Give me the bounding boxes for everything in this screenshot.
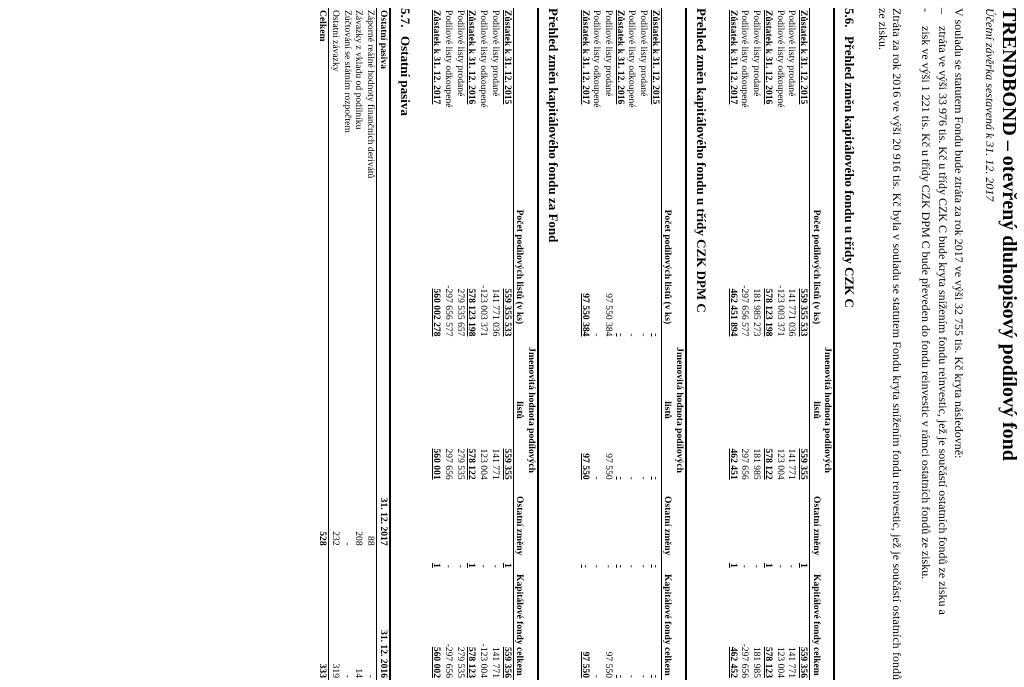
cell-value: 560 002 (431, 646, 443, 678)
row-label: Zůstatek k 31. 12. 2017 (579, 10, 591, 105)
cell-value: 208 (353, 531, 365, 546)
column-header: 31. 12. 2016 (377, 548, 390, 680)
table-row (626, 8, 638, 680)
cell-value: - (579, 564, 591, 568)
cell-value: -123 003 371 (774, 285, 786, 337)
cell-value: 141 771 036 (489, 288, 501, 337)
cell-value: 462 451 (727, 448, 739, 480)
row-label: Zůstatek k 31. 12. 2015 (649, 10, 661, 105)
cell-value: -297 656 (739, 643, 751, 678)
cell-value: 578 123 198 (762, 288, 774, 337)
row-label: Zůstatek k 31. 12. 2015 (501, 10, 513, 105)
document-title: TRENDBOND – otevřený dluhopisový podílový fond (998, 8, 1020, 461)
intro-bullet (935, 8, 950, 680)
cell-value: 559 355 (501, 448, 513, 480)
table-row (786, 8, 798, 680)
cell-value: 141 771 (786, 646, 798, 678)
cell-value: - (774, 564, 786, 568)
row-label: Podílové listy prodané (602, 10, 614, 97)
cell-value: 279 535 (454, 448, 466, 480)
column-header: Počet podílových listů (v ks) (661, 195, 686, 338)
column-header: Kapitálové fondy celkem (809, 570, 834, 680)
cell-value: 97 550 (579, 453, 591, 480)
row-label: Zůstatek k 31. 12. 2016 (762, 10, 774, 105)
table-row (501, 8, 513, 680)
table-row (739, 8, 751, 680)
cell-value: - (614, 674, 626, 678)
cell-value: 559 356 (797, 646, 809, 678)
cell-value: 97 550 384 (579, 293, 591, 337)
cell-value: - (626, 476, 638, 480)
document-subtitle: Účetní závěrka sestavená k 31. 12. 2017 (983, 8, 997, 202)
bullet-dash: - (919, 8, 934, 12)
cell-value: 141 771 036 (786, 288, 798, 337)
cell-value: - (649, 674, 661, 678)
row-label: Celkem (317, 8, 329, 415)
column-header: Jmenovitá hodnota podílových listů (513, 338, 538, 481)
sub-heading-fond: Přehled změn kapitálového fondu za Fond (545, 8, 561, 243)
row-label: Podílové listy prodané (751, 10, 763, 97)
row-label: Podílové listy odkoupené (774, 10, 786, 108)
cell-value: 578 122 (762, 448, 774, 480)
table-row (774, 8, 786, 680)
cell-value: 181 985 273 (751, 288, 763, 337)
intro-bullet (919, 8, 934, 680)
column-header (513, 8, 538, 195)
table-fond (431, 8, 539, 680)
cell-value: 528 (317, 415, 329, 547)
cell-value: - (786, 564, 798, 568)
table-row (637, 8, 649, 680)
row-label: Podílové listy odkoupené (591, 10, 603, 108)
cell-value: 181 985 (751, 646, 763, 678)
section-number: 5.6. (842, 8, 858, 28)
column-header (661, 8, 686, 195)
cell-value: 578 123 (762, 646, 774, 678)
cell-value: - (638, 564, 650, 568)
cell-value: - (614, 564, 626, 568)
table-row (466, 8, 478, 680)
row-label: Ostatní závazky (330, 10, 342, 72)
cell-value: 279 535 (454, 646, 466, 678)
cell-value: - (591, 333, 603, 337)
cell-value: - (751, 564, 763, 568)
table-row (442, 8, 454, 680)
cell-value: - (478, 564, 490, 568)
cell-value: 297 656 (739, 448, 751, 480)
table-row (649, 8, 661, 680)
cell-value: 123 004 (478, 448, 490, 480)
cell-value: 232 (330, 531, 342, 546)
cell-value: 97 550 (579, 651, 591, 678)
section-number: 5.7. (397, 8, 413, 28)
row-label: Podílové listy odkoupené (478, 10, 490, 108)
cell-value: -297 656 577 (443, 285, 455, 337)
cell-value: - (626, 674, 638, 678)
table-row (478, 8, 490, 680)
cell-value: 462 451 894 (727, 288, 739, 337)
cell-value: - (489, 564, 501, 568)
cell-value: - (614, 333, 626, 337)
cell-value: 559 355 533 (797, 288, 809, 337)
section-title: Přehled změn kapitálového fondu u třídy CZK C (842, 36, 858, 308)
table-row (614, 8, 626, 680)
row-label: Zůstatek k 31. 12. 2016 (466, 10, 478, 105)
cell-value: 559 355 533 (501, 288, 513, 337)
cell-value: 559 356 (501, 646, 513, 678)
cell-value: 141 771 (489, 448, 501, 480)
table-row (727, 8, 739, 680)
cell-value: -123 004 (478, 643, 490, 678)
section-heading-5-7 (397, 8, 413, 680)
cell-value: 123 004 (774, 448, 786, 480)
row-label: Podílové listy prodané (489, 10, 501, 97)
cell-value: - (341, 542, 353, 546)
column-header (809, 8, 834, 195)
table-row (329, 8, 341, 680)
cell-value: 141 771 (786, 448, 798, 480)
cell-value: 88 (365, 536, 377, 546)
cell-value: 1 (501, 563, 513, 568)
cell-value: 279 535 657 (454, 288, 466, 337)
cell-value: 14 (353, 668, 365, 678)
row-label: Zůstatek k 31. 12. 2015 (797, 10, 809, 105)
column-header: Kapitálové fondy celkem (513, 570, 538, 680)
cell-value: - (649, 476, 661, 480)
row-label: Podílové listy odkoupené (626, 10, 638, 108)
table-czk-c (727, 8, 835, 680)
cell-value: - (454, 564, 466, 568)
column-header: 31. 12. 2017 (377, 415, 390, 547)
cell-value: 181 985 (751, 448, 763, 480)
cell-value: - (638, 476, 650, 480)
cell-value: 578 122 (466, 448, 478, 480)
cell-value: 578 123 (466, 646, 478, 678)
cell-value: 1 (466, 563, 478, 568)
cell-value: - (649, 333, 661, 337)
cell-value: - (365, 674, 377, 678)
cell-value: 333 (317, 548, 329, 680)
cell-value: - (591, 564, 603, 568)
cell-value: 97 550 (602, 651, 614, 678)
cell-value: - (649, 564, 661, 568)
column-header: Ostatní pasiva (377, 8, 390, 415)
cell-value: - (591, 476, 603, 480)
bullet-text: ztráta ve výši 33 976 tis. Kč u třídy CZK C bude kryta snížením fondu reinvestic, jež je součástí ostatních fondů ze zisku a (935, 26, 950, 615)
column-header: Počet podílových listů (v ks) (513, 195, 538, 338)
column-header: Jmenovitá hodnota podílových listů (809, 338, 834, 481)
column-header: Počet podílových listů (v ks) (809, 195, 834, 338)
cell-value: 560 002 278 (431, 288, 443, 337)
bullet-dash: – (935, 8, 950, 14)
table-row (750, 8, 762, 680)
total-row (317, 8, 329, 680)
row-label: Zúčtování se státním rozpočtem (341, 10, 353, 133)
table-row (602, 8, 614, 680)
cell-value: 97 550 384 (602, 293, 614, 337)
row-label: Záporné reálné hodnoty finančních derivátů (365, 10, 377, 179)
sub-heading-dpm: Přehled změn kapitálového fondu u třídy CZK DPM C (694, 8, 710, 313)
column-header: Ostatní změny (809, 482, 834, 570)
cell-value: 1 (431, 563, 443, 568)
row-label: Závazky z vkladu od podílníku (353, 10, 365, 130)
cell-value: - (591, 674, 603, 678)
table-row (489, 8, 501, 680)
header-row (809, 8, 834, 680)
table-czk-dpm-c (579, 8, 687, 680)
table-row (454, 8, 466, 680)
cell-value: - (602, 564, 614, 568)
cell-value: 560 001 (431, 448, 443, 480)
cell-value: - (739, 564, 751, 568)
row-label: Podílové listy odkoupené (443, 10, 455, 108)
intro-paragraph-2: Ztráta za rok 2016 ve výši 20 916 tis. Kč byla v souladu se statutem Fondu kryta snížením fondu reinvestic, jež je součástí ostatních fondů ze zisku. (875, 8, 905, 680)
header-row (513, 8, 538, 680)
cell-value: 123 004 (774, 646, 786, 678)
table-ostatni-pasiva (317, 8, 391, 680)
column-header: Kapitálové fondy celkem (661, 570, 686, 680)
cell-value: -123 003 371 (478, 285, 490, 337)
table-row (579, 8, 591, 680)
cell-value: 1 (727, 563, 739, 568)
cell-value: -297 656 (443, 643, 455, 678)
cell-value: - (614, 476, 626, 480)
cell-value: 559 355 (797, 448, 809, 480)
header-row (661, 8, 686, 680)
table-row (341, 8, 353, 680)
table-row (353, 8, 365, 680)
cell-value: - (341, 674, 353, 678)
column-header: Ostatní změny (513, 482, 538, 570)
table-row (797, 8, 809, 680)
column-header: Jmenovitá hodnota podílových listů (661, 338, 686, 481)
row-label: Zůstatek k 31. 12. 2017 (727, 10, 739, 105)
cell-value: 1 (797, 563, 809, 568)
cell-value: - (638, 674, 650, 678)
cell-value: 141 771 (489, 646, 501, 678)
row-label: Podílové listy prodané (786, 10, 798, 97)
row-label: Zůstatek k 31. 12. 2016 (614, 10, 626, 105)
cell-value: - (626, 564, 638, 568)
cell-value: - (443, 564, 455, 568)
cell-value: 462 452 (727, 646, 739, 678)
table-row (591, 8, 603, 680)
bullet-text: zisk ve výši 1 221 tis. Kč u třídy CZK DPM C bude převeden do fondu reinvestic v rámci ostatních fondů ze zisku. (919, 26, 934, 580)
cell-value: - (638, 333, 650, 337)
cell-value: 578 123 198 (466, 288, 478, 337)
section-title: Ostatní pasiva (397, 36, 413, 116)
column-header: Ostatní změny (661, 482, 686, 570)
row-label: Podílové listy prodané (638, 10, 650, 97)
cell-value: -297 656 577 (739, 285, 751, 337)
cell-value: - (626, 333, 638, 337)
table-row (364, 8, 376, 680)
intro-paragraph: V souladu se statutem Fondu bude ztráta za rok 2017 ve výši 32 755 tis. Kč kryta následovně: (952, 8, 967, 459)
cell-value: 1 (762, 563, 774, 568)
cell-value: 319 (330, 663, 342, 678)
page-content (317, 8, 1020, 680)
section-heading-5-6 (841, 8, 857, 680)
table-row (762, 8, 774, 680)
cell-value: 297 656 (443, 448, 455, 480)
row-label: Podílové listy prodané (454, 10, 466, 97)
table-row (431, 8, 443, 680)
header-row (377, 8, 390, 680)
row-label: Podílové listy odkoupené (739, 10, 751, 108)
row-label: Zůstatek k 31. 12. 2017 (431, 10, 443, 105)
cell-value: 97 550 (602, 453, 614, 480)
